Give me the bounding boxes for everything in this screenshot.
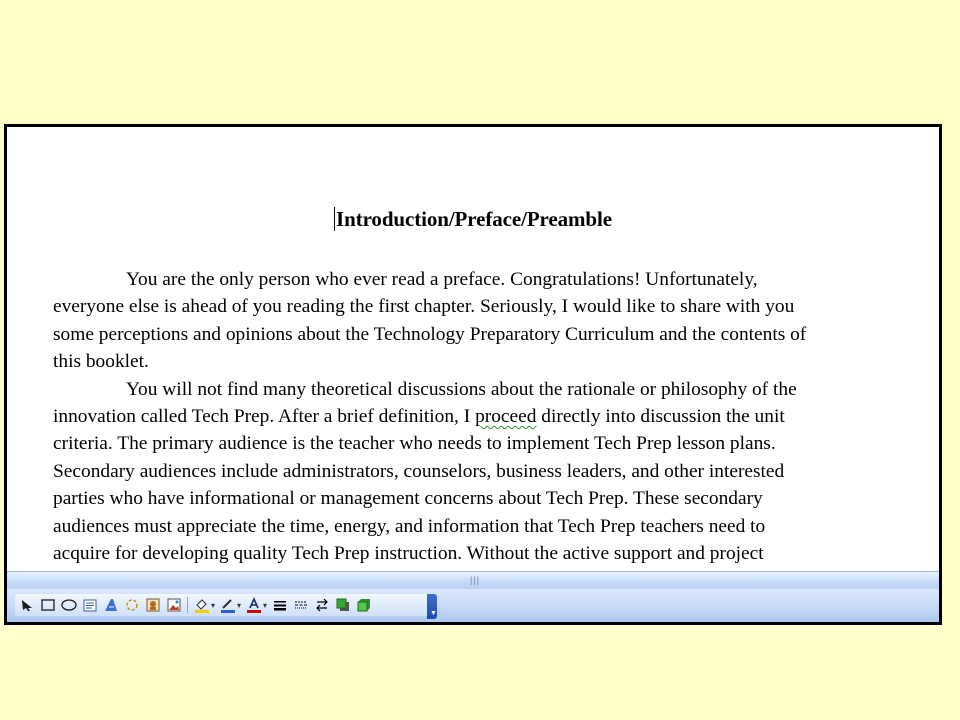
paragraph-line: some perceptions and opinions about the Technology Preparatory Curriculum and the contents of (53, 323, 807, 345)
drawing-toolbar-buttons (15, 594, 436, 616)
dash-style-icon[interactable] (292, 597, 309, 614)
clip-art-icon[interactable] (144, 597, 161, 614)
line-color-dropdown-icon[interactable]: ▾ (237, 600, 242, 610)
document-title-text: Introduction/Preface/Preamble (336, 207, 612, 231)
paragraph-line: audiences must appreciate the time, energy, and information that Tech Prep teachers need to (53, 515, 766, 537)
paragraph-line: You are the only person who ever read a preface. Congratulations! Unfortunately, (126, 269, 758, 290)
fill-color-dropdown-icon[interactable]: ▾ (211, 600, 216, 610)
paragraph-line: acquire for developing quality Tech Prep instruction. Without the active support and project (53, 542, 764, 564)
paragraph-line-with-flag (53, 403, 933, 430)
grammar-flagged-word[interactable]: proceed (475, 405, 537, 427)
shadow-style-icon[interactable] (334, 597, 351, 614)
line-style-icon[interactable] (271, 597, 288, 614)
fill-color-icon[interactable] (193, 597, 210, 614)
oval-icon[interactable] (60, 597, 77, 614)
paragraph-line: parties who have informational or management concerns about Tech Prep. These secondary (53, 488, 763, 510)
font-color-dropdown-icon[interactable]: ▾ (263, 600, 268, 610)
document-title[interactable] (7, 207, 939, 232)
3d-style-icon[interactable] (355, 597, 372, 614)
toolbar-options-button[interactable] (427, 594, 437, 619)
document-body[interactable] (53, 266, 933, 567)
document-page[interactable] (7, 127, 939, 571)
picture-icon[interactable] (165, 597, 182, 614)
paragraph-line-tail: directly into discussion the unit (536, 405, 785, 427)
pane-splitter[interactable] (7, 571, 939, 590)
chevron-down-icon: ▼ (430, 610, 437, 617)
paragraph-line: criteria. The primary audience is the teacher who needs to implement Tech Prep lesson plans. (53, 433, 776, 455)
splitter-grip[interactable]: ||| (470, 575, 481, 585)
toolbar-separator (187, 597, 188, 613)
paragraph-line: everyone else is ahead of you reading the first chapter. Seriously, I would like to share with you (53, 296, 795, 318)
paragraph-line: Secondary audiences include administrators, counselors, business leaders, and other interested (53, 460, 785, 482)
wordart-icon[interactable] (102, 597, 119, 614)
font-color-icon[interactable] (245, 597, 262, 614)
word-window (4, 124, 942, 625)
text-box-icon[interactable] (81, 597, 98, 614)
rectangle-icon[interactable] (39, 597, 56, 614)
paragraph-line: this booklet. (53, 351, 149, 373)
select-arrow-icon[interactable] (18, 597, 35, 614)
diagram-icon[interactable] (123, 597, 140, 614)
text-cursor (334, 207, 335, 231)
arrow-style-icon[interactable] (313, 597, 330, 614)
paragraph-line-head: innovation called Tech Prep. After a brief definition, I (53, 405, 476, 427)
line-color-icon[interactable] (219, 597, 236, 614)
drawing-toolbar (7, 589, 939, 622)
paragraph-line: You will not find many theoretical discussions about the rationale or philosophy of the (126, 378, 797, 400)
